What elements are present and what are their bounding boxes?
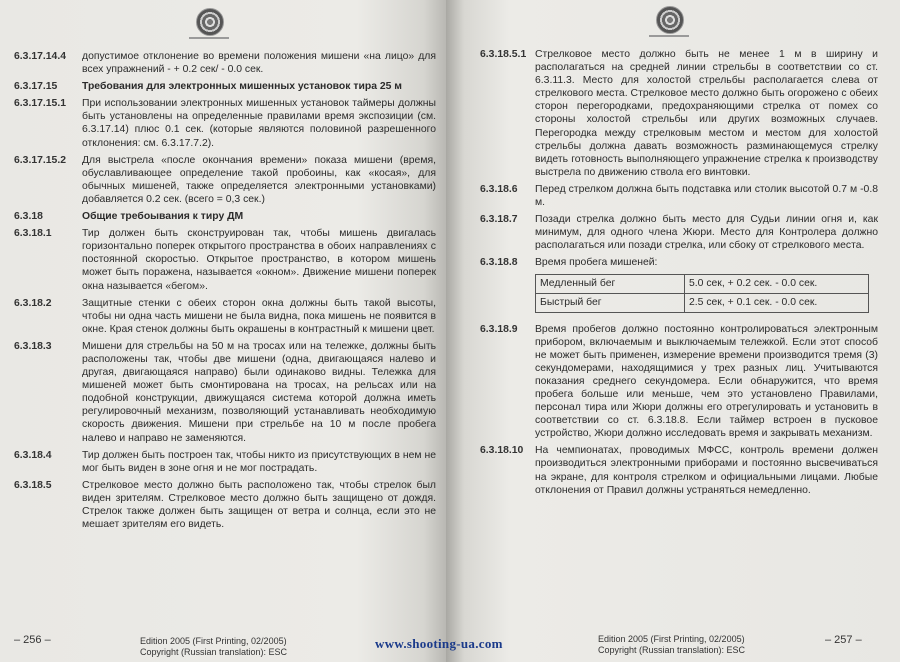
run-time-cell: 5.0 сек, + 0.2 сек. - 0.0 сек. bbox=[685, 274, 869, 293]
rule-text: Мишени для стрельбы на 50 м на тросах или на тележке, должны быть расположены так, чтобы две мишени (одна, двигающаяся налево и другая, двигающаяся направо) были одинаково видны. Тележка для мишеней может быть смонтирована на тросах, на рельсах или на подобной конструкции, движущаяся система которой должна иметь регулировочный механизм, позволяющий устанавливать необходимую скорость движения. Мишени при стрельбе на 10 м после пробега налево и направо не заменяются. bbox=[82, 340, 436, 444]
rule-number: 6.3.18.5 bbox=[14, 479, 52, 491]
rule-text: Стрелковое место должно быть расположено так, чтобы стрелок был виден зрителям. Стрелковое место должно быть защищено от дождя. Стрелок также должен быть защищен от ветра и солнца, если это не мешает зрителям его видеть. bbox=[82, 479, 436, 531]
emblem-icon bbox=[196, 8, 224, 36]
rule-entry bbox=[480, 213, 878, 252]
rule-entry bbox=[14, 154, 436, 206]
rule-number: 6.3.17.14.4 bbox=[14, 51, 66, 62]
rule-entry bbox=[14, 97, 436, 149]
rule-entry bbox=[14, 210, 436, 223]
run-type-cell: Медленный бег bbox=[536, 274, 685, 293]
run-time-row bbox=[536, 274, 869, 293]
rule-text: При использовании электронных мишенных установок таймеры должны быть установлены на определенные правилами время экспозиции (см. 6.3.17.14) плюс 0.1 сек. (которые являются половиной разрешенного отклонения: см. 6.3.17.7.2). bbox=[82, 98, 436, 149]
page-number-right: – 257 – bbox=[825, 634, 862, 646]
copyright-right: Copyright (Russian translation): ESC bbox=[598, 645, 746, 655]
section-heading: Требования для электронных мишенных установок тира 25 м bbox=[82, 81, 402, 93]
rule-entry bbox=[480, 444, 878, 496]
section-heading: Общие требоывания к тиру ДМ bbox=[82, 211, 244, 223]
rule-number: 6.3.18.2 bbox=[14, 297, 52, 309]
rule-number: 6.3.17.15 bbox=[14, 81, 58, 93]
rule-text: Стрелковое место должно быть не менее 1 м в ширину и располагаться на средней линии стрельбы в соответствии со ст. 6.3.11.3. Место для холостой стрельбы располагается слева от стрелкового места. Стрелковое место должно быть огорожено с обеих сторон перегородками, предохраняющими стрелка от помех со стороны холостой стрельбы или других возможных случаев. Перегородка между стрелковым местом и местом для холостой стрельбы должна давать возможность разминающемуся стрелку видеть готовность выполняющего упражнение стрелка к производству выстрела по движению ствола его винтовки. bbox=[535, 49, 878, 178]
rule-number: 6.3.18.4 bbox=[14, 449, 52, 461]
rule-text: Защитные стенки с обеих сторон окна должны быть такой высоты, чтобы ни одна часть мишени не была видна, пока мишень не появится в окне. Края стенок должны быть окрашены в контрастный к мишени цвет. bbox=[82, 297, 436, 335]
rule-entry bbox=[14, 227, 436, 292]
rule-entry bbox=[14, 340, 436, 445]
rule-number: 6.3.18.5.1 bbox=[480, 49, 527, 60]
emblem-caption bbox=[649, 35, 689, 37]
rule-number: 6.3.17.15.2 bbox=[14, 154, 66, 166]
rule-text: Перед стрелком должна быть подставка или столик высотой 0.7 м -0.8 м. bbox=[535, 183, 878, 209]
rule-entry bbox=[480, 48, 878, 179]
rule-text: Время пробегов должно постоянно контролироваться электронным прибором, включаемым и выключаемым тележкой. Если этот способ не может быть применен, измерение времени производится тремя (3) секундомерами, находящимися у трех разных лиц. Учитываются показания среднего секундомера. Если обнаружится, что время пробега больше или меньше, чем это установлено Правилами, персонал тира или Жюри должны его отрегулировать и установить в соответствии со ст. 6.3.18.8. Если таймер встроен в пусковое устройство, Жюри должно исследовать время и закрывать механизм. bbox=[535, 323, 878, 440]
rule-text: Для выстрела «после окончания времени» показа мишени (время, обуславливающее определение такой пробоины, как «косая», для обычных мишеней, также определяется электронными установками) добавляется 0.2 сек. (всего = 0,3 сек.) bbox=[82, 154, 436, 205]
rule-entry bbox=[14, 297, 436, 336]
rule-number: 6.3.18.10 bbox=[480, 445, 524, 457]
right-entries-top bbox=[480, 48, 878, 270]
run-time-row bbox=[536, 293, 869, 312]
rule-text: На чемпионатах, проводимых МФСС, контроль времени должен производиться электронными приборами и постоянно высвечиваться на экране, для контроля стрелком и официальными лицами. Любые отклонения от Правил должны устраняться немедленно. bbox=[535, 445, 878, 496]
right-page bbox=[446, 0, 900, 662]
rule-entry bbox=[480, 256, 878, 269]
page-number-left: – 256 – bbox=[14, 634, 51, 646]
rule-entry bbox=[14, 479, 436, 531]
edition-left: Edition 2005 (First Printing, 02/2005) bbox=[140, 636, 287, 646]
rule-entry bbox=[480, 183, 878, 209]
run-times-table bbox=[535, 274, 869, 313]
footer-left bbox=[140, 636, 287, 658]
rule-text: Тир должен быть сконструирован так, чтобы мишень двигалась горизонтально поперек открытого пространства в обоих направлениях с постоянной скоростью. Открытое пространство, в котором мишень может быть поражена, называется «окном». Движение мишени поперек окна называется «бегом». bbox=[82, 228, 436, 292]
footer-right bbox=[598, 634, 745, 656]
rule-text: допустимое отклонение во времени положения мишени «на лицо» для всех упражнений - + 0.2 сек/ - 0.0 сек. bbox=[82, 51, 436, 76]
emblem-caption bbox=[189, 37, 229, 39]
rule-entry bbox=[14, 80, 436, 93]
rule-number: 6.3.18.7 bbox=[480, 214, 518, 226]
rule-entry bbox=[14, 50, 436, 76]
rule-number: 6.3.18.9 bbox=[480, 323, 518, 335]
emblem-icon bbox=[656, 6, 684, 34]
rule-entry bbox=[14, 449, 436, 475]
rule-text: Позади стрелка должно быть место для Судьи линии огня и, как минимум, для одного члена Жюри. Место для Контролера должно располагаться или позади стрелка, или сбоку от стрелкового места. bbox=[535, 214, 878, 252]
rule-number: 6.3.18.1 bbox=[14, 228, 52, 240]
rule-text: Время пробега мишеней: bbox=[535, 257, 658, 269]
left-entries bbox=[14, 50, 436, 531]
left-page bbox=[0, 0, 446, 662]
run-type-cell: Быстрый бег bbox=[536, 293, 685, 312]
rule-number: 6.3.18 bbox=[14, 211, 43, 223]
rule-number: 6.3.18.6 bbox=[480, 183, 518, 195]
rule-number: 6.3.17.15.1 bbox=[14, 98, 66, 110]
edition-right: Edition 2005 (First Printing, 02/2005) bbox=[598, 634, 745, 644]
run-time-cell: 2.5 сек, + 0.1 сек. - 0.0 сек. bbox=[685, 293, 869, 312]
rule-entry bbox=[480, 323, 878, 441]
rule-number: 6.3.18.8 bbox=[480, 257, 518, 269]
watermark-link[interactable]: www.shooting-ua.com bbox=[375, 636, 503, 651]
rule-number: 6.3.18.3 bbox=[14, 340, 52, 352]
rule-text: Тир должен быть построен так, чтобы никто из присутствующих в нем не мог быть виден в зоне огня и не мог пострадать. bbox=[82, 449, 436, 474]
right-entries-bottom bbox=[480, 323, 878, 497]
copyright-left: Copyright (Russian translation): ESC bbox=[140, 647, 288, 657]
